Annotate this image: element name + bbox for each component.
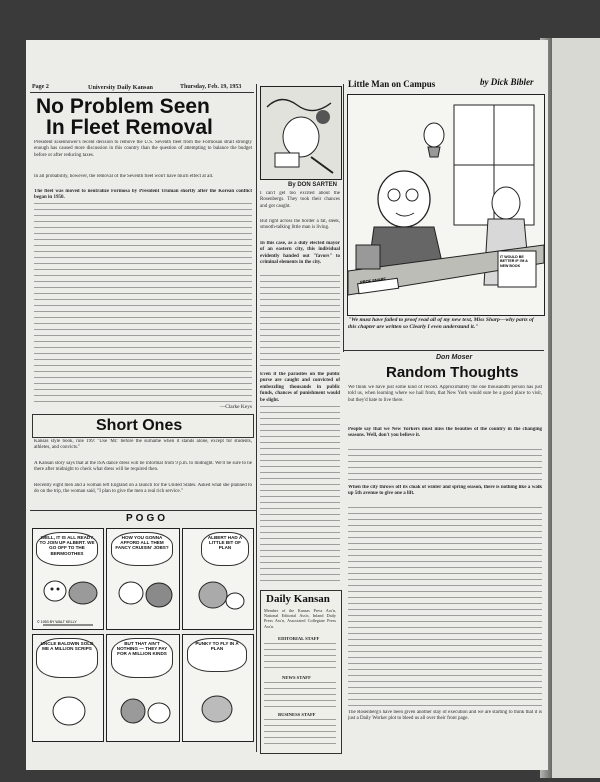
short-ones-headline: Short Ones	[96, 417, 183, 434]
pogo-rule	[30, 510, 256, 511]
short-ones-item-3: Recently eight men and a woman left England on a launch for the United States. Asked what she planned to do on the trip, the woman said, "I plan to give the men a real rich service."	[34, 483, 252, 495]
book-sign: IT WOULD BE BETTER IF I'M A NEW BOOK	[500, 255, 528, 268]
issue-date: Thursday, Feb. 19, 1953	[180, 84, 242, 90]
staff-news-heading: NEWS STAFF	[282, 675, 311, 680]
cartoon-caption: "We must have failed to proof read all of my new text, Miss Sharp—why parts of this chapter are written so Clearly I even understand it."	[348, 317, 534, 330]
random-thoughts-paragraph-2: People say that we New Yorkers must miss the beauties of the country in the changing seasons. Well, don't you believe it.	[348, 427, 542, 439]
pogo-panel-6	[182, 634, 254, 742]
editorial-cartoon-drawing	[261, 87, 341, 179]
editorial-paragraph-2: In all probability, however, the removal of the Seventh fleet won't have much effect at all.	[34, 174, 214, 179]
pogo-speech-3: ALBERT HAD A LITTLE BIT OF PLAN	[201, 532, 249, 566]
pogo-drawing-5	[107, 635, 179, 741]
random-thoughts-byline: Don Moser	[436, 354, 473, 361]
pogo-speech-1: WELL, IT IS ALL READY TO JOIN UP ALBERT. WE GO OFF TO THE BERMOOTHES	[36, 532, 98, 566]
staff-business-heading: BUSINESS STAFF	[278, 712, 316, 717]
pogo-speech-2: HOW YOU GONNA AFFORD ALL THEM FANCY CRUISIN' JOBS?	[111, 532, 173, 566]
pogo-drawing-3	[183, 529, 253, 629]
column-paragraph-4: Even if the parasites on the public purse are caught and convicted of embezzling thousands in public funds, chances of punishment would be slight.	[260, 372, 340, 403]
random-thoughts-headline: Random Thoughts	[386, 364, 519, 381]
random-thoughts-paragraph-3: When the city throws off its cloak of winter and spring season, there is nothing like a walk up 5th avenue to give one a lift.	[348, 485, 542, 497]
pogo-drawing-6	[183, 635, 253, 741]
random-thoughts-rule	[344, 350, 544, 351]
cartoon-title: Little Man on Campus	[348, 79, 436, 89]
adjacent-page-edge	[552, 38, 600, 778]
column-divider-2	[343, 84, 344, 352]
pogo-drawing-4	[33, 635, 103, 741]
editorial-author: —Clarke Keys	[219, 404, 252, 410]
column-body-lines-2	[260, 406, 340, 586]
random-thoughts-paragraph-4: The Rosenberg's have been given another stay of execution and we are starting to think that it is just a Daily Worker plot to bleed us all over their front page.	[348, 710, 542, 722]
pogo-speech-6: PUNKY TO FLY IN A PLAN	[187, 638, 247, 672]
editorial-headline-line-1: No Problem Seen	[36, 95, 210, 118]
short-ones-item-2: A Kansan story says that at the ISA dance dress will be informal from 9 p.m. to midnight. We'll be sure to be there after midnight to check what dress will be required then.	[34, 461, 252, 473]
masthead-rule	[30, 92, 254, 93]
pogo-drawing-1	[33, 529, 103, 629]
staff-editorial-heading: EDITORIAL STAFF	[278, 636, 320, 641]
pogo-panel-1	[32, 528, 104, 630]
pogo-speech-5: BUT THAT AIN'T NOTHING — THEY PAY FOR A MILLION KINDS	[111, 638, 173, 678]
editorial-cartoon	[260, 86, 342, 180]
staff-nameplate: Daily Kansan	[266, 593, 330, 605]
cartoon-artist: by Dick Bibler	[480, 77, 534, 87]
column-paragraph-2: But right across the border a fat, sleek, smooth-talking little man is living.	[260, 219, 340, 231]
little-man-cartoon	[347, 94, 545, 316]
paper-name: University Daily Kansan	[88, 84, 153, 91]
short-ones-item-1: Kansas style book, rule 199: "Use 'Mr.' before the surname when it stands alone, except for students, athletes, and convicts."	[34, 439, 252, 451]
staff-news-list	[264, 682, 336, 710]
pogo-panel-2	[106, 528, 180, 630]
pogo-credit: © 1953 BY WALT KELLY	[37, 620, 77, 624]
column-divider-1	[256, 84, 257, 752]
staff-editorial-list	[264, 643, 336, 673]
editorial-body-lines	[34, 203, 252, 403]
editorial-paragraph-3: The fleet was moved to neutralize Formosa by President Truman shortly after the Korean conflict began in 1950.	[34, 189, 252, 201]
pogo-panel-4	[32, 634, 104, 742]
staff-business-list	[264, 719, 336, 749]
editorial-paragraph-1: President Eisenhower's recent decision to remove the U.S. Seventh fleet from the Formosan strait strongly enough has caused more discussion in this country than the question of attempting to balance the budget before or after reducing taxes.	[34, 140, 252, 158]
random-thoughts-paragraph-1: We think we have just some kind of record. Approximately the one thousandth person has just told us, when learning where we hail from, that New York would sure be a good place to visit, but they'd hate to live there.	[348, 385, 542, 403]
column-body-lines-1	[260, 275, 340, 370]
column-byline: By DON SARTEN	[288, 182, 338, 188]
column-paragraph-3: In this case, as a duly elected mayor of an eastern city, this individual evidently handed out "favors" to criminal elements in the city.	[260, 241, 340, 266]
pogo-panel-3	[182, 528, 254, 630]
newspaper-page	[26, 40, 548, 770]
editorial-headline-line-2: In Fleet Removal	[46, 116, 213, 139]
random-thoughts-lines-1	[348, 449, 542, 483]
desk-nameplate: PROF SNARF	[359, 276, 387, 285]
pogo-title: POGO	[126, 513, 169, 524]
column-paragraph-1: I can't get too excited about the Rosenbergs. They took their chances and got caught.	[260, 191, 340, 209]
staff-membership: Member of the Kansas Press Ass'n, National Editorial Ass'n, Inland Daily Press Ass'n, Associated Collegiate Press Ass'n.	[264, 608, 336, 629]
page-number: Page 2	[32, 84, 49, 90]
random-thoughts-lines-2	[348, 507, 542, 707]
pogo-panel-5	[106, 634, 180, 742]
pogo-drawing-2	[107, 529, 179, 629]
pogo-speech-4: UNCLE BALDWIN SOLD ME A MILLION SCRIPS	[36, 638, 98, 678]
